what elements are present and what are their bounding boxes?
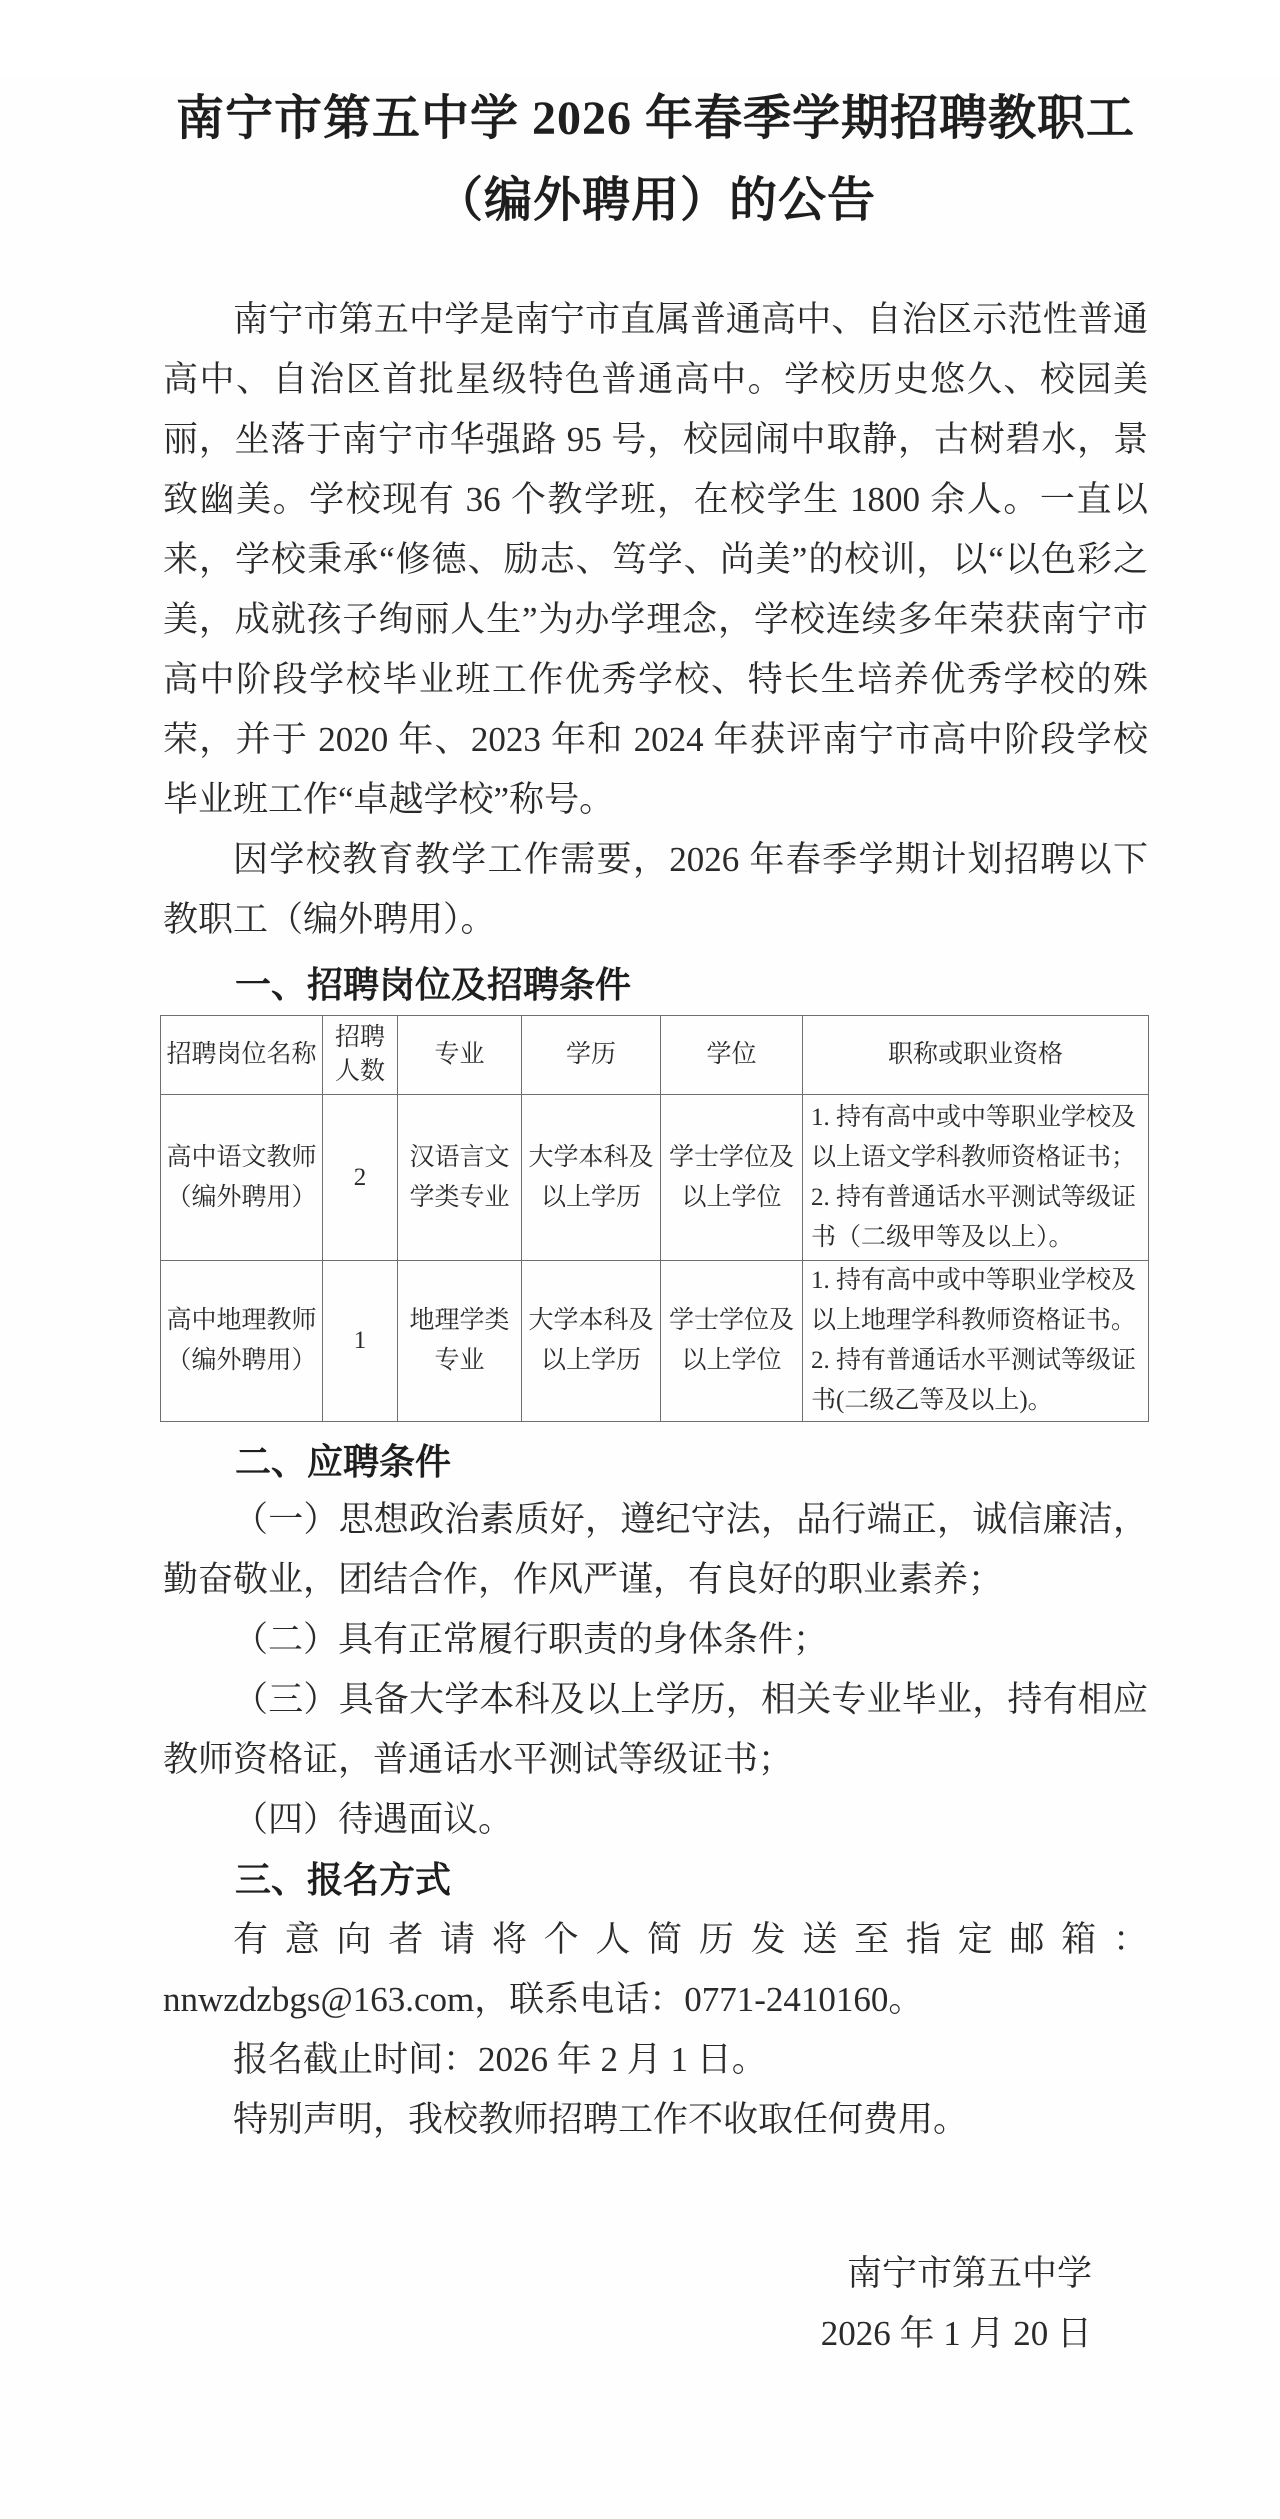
cell-qualification [803, 1261, 1149, 1422]
table-header-education: 学历 [522, 1016, 661, 1095]
recruitment-table [160, 1015, 1149, 1422]
table-header-degree: 学位 [661, 1016, 803, 1095]
section-heading-apply: 三、报名方式 [235, 1859, 452, 1900]
position-line1: 高中地理教师 [166, 1307, 317, 1334]
apply-notice: 特别声明，我校教师招聘工作不收取任何费用。 [233, 2100, 969, 2139]
apply-deadline: 报名截止时间：2026 年 2 月 1 日。 [233, 2040, 767, 2079]
signature-org: 南宁市第五中学 [846, 2254, 1092, 2293]
cell-count: 1 [323, 1261, 398, 1422]
section-heading-conditions: 二、应聘条件 [235, 1441, 452, 1482]
cell-education: 大学本科及以上学历 [522, 1261, 661, 1422]
table-header-count: 招聘人数 [323, 1016, 398, 1095]
section-heading-recruit: 一、招聘岗位及招聘条件 [235, 964, 632, 1005]
condition-item-2: （二）具有正常履行职责的身体条件； [233, 1620, 829, 1659]
cell-degree: 学士学位及以上学位 [661, 1095, 803, 1261]
cell-qualification [803, 1095, 1149, 1261]
position-line1: 高中语文教师 [166, 1143, 317, 1171]
cell-major: 地理学类专业 [398, 1261, 522, 1422]
cell-position [161, 1261, 323, 1422]
condition-item-3: （三）具备大学本科及以上学历，相关专业毕业，持有相应教师资格证，普通话水平测试等级证书； [163, 1680, 1148, 1779]
condition-item-1: （一）思想政治素质好，遵纪守法，品行端正，诚信廉洁，勤奋敬业，团结合作，作风严谨，有良好的职业素养； [163, 1500, 1148, 1599]
document-title-line1: 南宁市第五中学 2026 年春季学期招聘教职工 [175, 92, 1135, 145]
signature-date: 2026 年 1 月 20 日 [820, 2314, 1092, 2353]
qualification-item: 2. 持有普通话水平测试等级证书(二级乙等及以上)。 [811, 1347, 1137, 1414]
document-title-line2: （编外聘用）的公告 [434, 174, 876, 227]
plan-paragraph: 因学校教育教学工作需要，2026 年春季学期计划招聘以下教职工（编外聘用）。 [163, 840, 1148, 939]
table-header-position: 招聘岗位名称 [161, 1016, 323, 1095]
qualification-item: 2. 持有普通话水平测试等级证书（二级甲等及以上）。 [811, 1183, 1137, 1251]
condition-item-4: （四）待遇面议。 [233, 1800, 514, 1839]
table-header-row [161, 1016, 1149, 1095]
position-line2: （编外聘用） [166, 1183, 317, 1211]
cell-major: 汉语言文学类专业 [398, 1095, 522, 1261]
cell-education: 大学本科及以上学历 [522, 1095, 661, 1261]
table-header-qualification: 职称或职业资格 [803, 1016, 1149, 1095]
qualification-item: 1. 持有高中或中等职业学校及以上语文学科教师资格证书； [811, 1103, 1137, 1171]
document-content [163, 78, 1148, 2364]
cell-degree: 学士学位及以上学位 [661, 1261, 803, 1422]
signature-block [163, 2244, 1148, 2364]
document-title [163, 78, 1148, 242]
document-page [0, 78, 1280, 2519]
table-row [161, 1261, 1149, 1422]
apply-email-intro: 有意向者请将个人简历发送至指定邮箱： [233, 1920, 1148, 1959]
apply-email-line: nnwzdzbgs@163.com，联系电话：0771-2410160。 [163, 1980, 924, 2019]
qualification-item: 1. 持有高中或中等职业学校及以上地理学科教师资格证书。 [811, 1267, 1137, 1334]
intro-paragraph: 南宁市第五中学是南宁市直属普通高中、自治区示范性普通高中、自治区首批星级特色普通高中。学校历史悠久、校园美丽，坐落于南宁市华强路 95 号，校园闹中取静，古树碧水，景致幽美。学校现有 36 个教学班，在校学生 1800 余人。一直以来，学校秉承“修德、励志、笃学、尚美”的校训，以“以色彩之美，成就孩子绚丽人生”为办学理念，学校连续多年荣获南宁市高中阶段学校毕业班工作优秀学校、特长生培养优秀学校的殊荣，并于 2020 年、2023 年和 2024 年获评南宁市高中阶段学校毕业班工作“卓越学校”称号。 [163, 300, 1148, 819]
cell-count: 2 [323, 1095, 398, 1261]
table-row [161, 1095, 1149, 1261]
position-line2: （编外聘用） [166, 1347, 317, 1374]
cell-position [161, 1095, 323, 1261]
table-header-major: 专业 [398, 1016, 522, 1095]
